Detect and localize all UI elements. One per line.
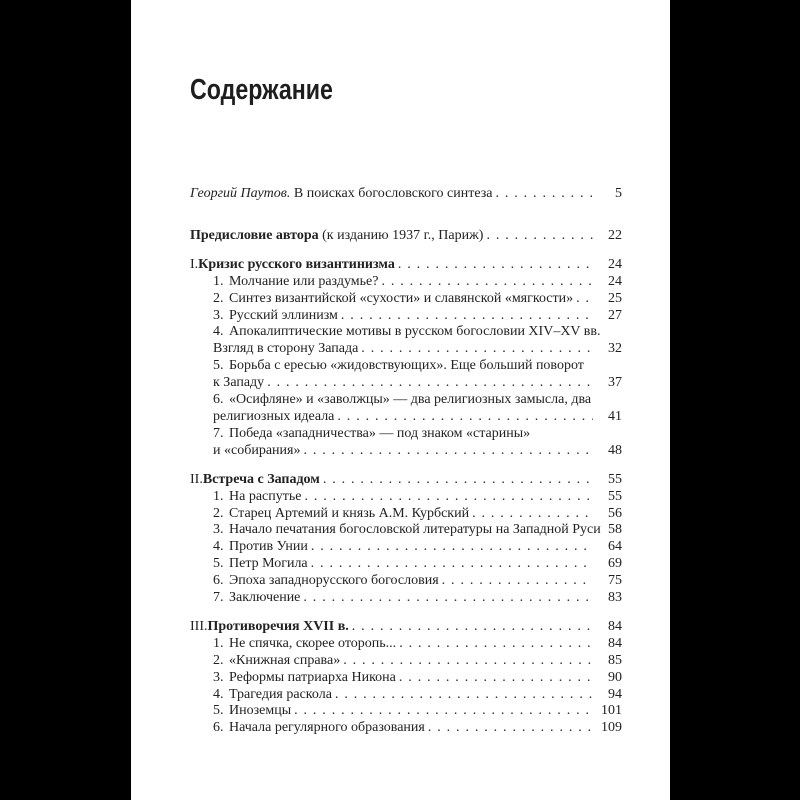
toc-entry-line xyxy=(213,274,622,291)
dot-leader xyxy=(304,489,593,506)
entry-label xyxy=(213,375,264,392)
entry-text: Против Унии xyxy=(229,539,308,555)
toc-group xyxy=(190,619,622,737)
item-number: 4. xyxy=(213,539,224,555)
page-number: 27 xyxy=(608,307,622,323)
entry-label xyxy=(190,228,483,245)
entry-text: «Осифляне» и «заволжцы» — два религиозных замысла, два xyxy=(229,392,592,408)
entry-label xyxy=(190,472,320,489)
entry-text: к Западу xyxy=(213,375,265,391)
item-number: 7. xyxy=(213,590,224,606)
item-number: 1. xyxy=(213,273,224,289)
entry-text: Иноземцы xyxy=(229,703,292,719)
dot-leader xyxy=(399,670,593,687)
toc-entry[interactable] xyxy=(190,539,622,556)
toc-entry[interactable] xyxy=(190,636,622,653)
section-numeral: I. xyxy=(190,256,199,272)
toc-entry[interactable] xyxy=(190,653,622,670)
toc-entry-line xyxy=(213,443,622,460)
entry-label xyxy=(213,720,425,737)
dot-leader xyxy=(576,291,593,308)
entry-label xyxy=(213,573,439,590)
entry-text: На распутье xyxy=(229,488,302,504)
item-number: 5. xyxy=(213,556,224,572)
entry-text: и «собирания» xyxy=(213,442,301,458)
entry-label xyxy=(213,556,308,573)
entry-label xyxy=(213,341,358,358)
toc-group xyxy=(190,186,622,203)
item-number: 4. xyxy=(213,686,224,702)
page-number: 83 xyxy=(608,590,622,606)
item-number: 6. xyxy=(213,720,224,736)
page-number: 37 xyxy=(608,375,622,391)
dot-leader xyxy=(267,375,593,392)
dot-leader xyxy=(361,341,593,358)
dot-leader xyxy=(398,257,593,274)
entry-text: Апокалиптические мотивы в русском богословии XIV–XV вв. xyxy=(229,324,601,340)
page-number: 41 xyxy=(608,408,622,424)
toc-entry-line xyxy=(190,619,622,636)
page-number: 94 xyxy=(608,686,622,702)
item-number: 4. xyxy=(213,324,224,340)
page-number: 64 xyxy=(608,539,622,555)
page-title: Содержание xyxy=(190,74,333,106)
entry-text: Русский эллинизм xyxy=(229,307,338,323)
toc-entry-line xyxy=(213,687,622,704)
entry-text: Трагедия раскола xyxy=(229,686,332,702)
entry-text: Победа «западничества» — под знаком «старины» xyxy=(229,425,531,441)
toc-entry-line xyxy=(213,375,622,392)
page-number: 109 xyxy=(601,720,622,736)
toc-entry[interactable] xyxy=(190,426,622,460)
entry-label xyxy=(213,590,300,607)
toc-entry[interactable] xyxy=(190,228,622,245)
toc-entry[interactable] xyxy=(190,308,622,325)
toc-entry-line xyxy=(213,670,622,687)
toc-entry[interactable] xyxy=(190,489,622,506)
toc-entry-line xyxy=(213,489,622,506)
entry-text: Старец Артемий и князь А.М. Курбский xyxy=(229,505,470,521)
entry-label xyxy=(213,522,601,539)
book-page xyxy=(131,0,670,800)
dot-leader xyxy=(294,703,593,720)
toc-entry-line xyxy=(213,636,622,653)
entry-label xyxy=(213,670,396,687)
toc-entry[interactable] xyxy=(190,556,622,573)
entry-label xyxy=(213,409,334,426)
toc-entry[interactable] xyxy=(190,573,622,590)
page-number: 22 xyxy=(608,227,622,243)
toc-entry[interactable] xyxy=(190,506,622,523)
toc-entry[interactable] xyxy=(190,522,622,539)
entry-label xyxy=(190,619,349,636)
item-number: 1. xyxy=(213,635,224,651)
entry-text: Эпоха западнорусского богословия xyxy=(229,573,439,589)
item-number: 3. xyxy=(213,307,224,323)
dot-leader xyxy=(428,720,593,737)
preface-title: Предисловие автора xyxy=(190,227,319,243)
entry-line xyxy=(213,426,622,443)
section-numeral: III. xyxy=(190,618,208,634)
toc-entry[interactable] xyxy=(190,324,622,358)
entry-label xyxy=(213,687,332,704)
section-title: Встреча с Западом xyxy=(202,471,320,487)
toc-entry[interactable] xyxy=(190,670,622,687)
section-title: Кризис русского византинизма xyxy=(198,256,395,272)
entry-text: Начала регулярного образования xyxy=(229,720,425,736)
toc-entry-line xyxy=(213,573,622,590)
dot-leader xyxy=(303,443,593,460)
dot-leader xyxy=(381,274,593,291)
item-number: 2. xyxy=(213,290,224,306)
dot-leader xyxy=(399,636,593,653)
table-of-contents xyxy=(190,186,622,737)
entry-line xyxy=(213,392,622,409)
toc-entry-line xyxy=(190,257,622,274)
entry-text: Реформы патриарха Никона xyxy=(229,669,396,685)
toc-entry[interactable] xyxy=(190,358,622,392)
toc-group xyxy=(190,257,622,460)
toc-entry-line xyxy=(213,703,622,720)
toc-entry-line xyxy=(190,186,622,203)
dot-leader xyxy=(442,573,593,590)
dot-leader xyxy=(472,506,593,523)
entry-text: Начало печатания богословской литературы на Западной Руси xyxy=(229,522,601,538)
toc-entry[interactable] xyxy=(190,703,622,720)
toc-entry[interactable] xyxy=(190,291,622,308)
page-number: 25 xyxy=(608,290,622,306)
dot-leader xyxy=(335,687,593,704)
page-number: 24 xyxy=(608,256,622,272)
entry-label xyxy=(213,291,573,308)
entry-line xyxy=(213,324,622,341)
toc-entry-line xyxy=(213,341,622,358)
toc-entry-line xyxy=(213,539,622,556)
entry-text: Борьба с ересью «жидовствующих». Еще больший поворот xyxy=(229,358,584,374)
toc-entry-line xyxy=(213,506,622,523)
entry-text: «Книжная справа» xyxy=(229,652,341,668)
item-number: 2. xyxy=(213,505,224,521)
entry-label xyxy=(213,308,338,325)
item-number: 3. xyxy=(213,522,224,538)
page-number: 84 xyxy=(608,635,622,651)
page-number: 32 xyxy=(608,341,622,357)
entry-text: Взгляд в сторону Запада xyxy=(213,341,359,357)
entry-label xyxy=(190,186,492,203)
item-number: 2. xyxy=(213,652,224,668)
toc-entry[interactable] xyxy=(190,619,622,636)
item-number: 5. xyxy=(213,703,224,719)
entry-text: Молчание или раздумье? xyxy=(229,273,379,289)
section-title: Противоречия XVII в. xyxy=(207,618,349,634)
page-number: 55 xyxy=(608,471,622,487)
page-number: 5 xyxy=(615,186,622,201)
toc-group xyxy=(190,228,622,245)
toc-entry[interactable] xyxy=(190,687,622,704)
item-number: 7. xyxy=(213,425,224,441)
toc-entry-line xyxy=(213,556,622,573)
dot-leader xyxy=(343,653,593,670)
author-name: Георгий Паутов. xyxy=(190,186,291,201)
item-number: 6. xyxy=(213,392,224,408)
entry-title: В поисках богословского синтеза xyxy=(290,186,493,201)
toc-entry-line xyxy=(213,590,622,607)
entry-label xyxy=(213,443,300,460)
entry-text: религиозных идеала xyxy=(213,408,335,424)
entry-label xyxy=(213,653,340,670)
dot-leader xyxy=(486,228,593,245)
page-number: 48 xyxy=(608,442,622,458)
page-number: 101 xyxy=(601,703,622,719)
page-number: 24 xyxy=(608,273,622,289)
dot-leader xyxy=(323,472,593,489)
toc-entry[interactable] xyxy=(190,472,622,489)
page-number: 69 xyxy=(608,556,622,572)
entry-line xyxy=(213,358,622,375)
dot-leader xyxy=(341,308,593,325)
toc-entry-line xyxy=(190,472,622,489)
page-number: 90 xyxy=(608,669,622,685)
page-number: 84 xyxy=(608,618,622,634)
entry-label xyxy=(213,506,469,523)
dot-leader xyxy=(303,590,593,607)
toc-entry-line xyxy=(213,653,622,670)
toc-entry-line xyxy=(213,409,622,426)
toc-entry[interactable] xyxy=(190,590,622,607)
toc-entry[interactable] xyxy=(190,392,622,426)
section-numeral: II. xyxy=(190,471,203,487)
page-number: 75 xyxy=(608,573,622,589)
entry-text: Не спячка, скорее оторопь... xyxy=(229,635,397,651)
entry-label xyxy=(213,636,396,653)
entry-label xyxy=(213,539,308,556)
page-number: 85 xyxy=(608,652,622,668)
entry-text: Заключение xyxy=(229,590,301,606)
toc-entry-line xyxy=(213,291,622,308)
page-number: 58 xyxy=(608,522,622,538)
toc-entry[interactable] xyxy=(190,257,622,274)
item-number: 1. xyxy=(213,488,224,504)
page-number: 56 xyxy=(608,505,622,521)
dot-leader xyxy=(495,186,593,203)
page-number: 55 xyxy=(608,488,622,504)
toc-entry[interactable] xyxy=(190,186,622,203)
item-number: 6. xyxy=(213,573,224,589)
dot-leader xyxy=(311,539,593,556)
entry-label xyxy=(213,703,291,720)
entry-label xyxy=(190,257,395,274)
entry-label xyxy=(213,489,301,506)
toc-entry-line xyxy=(213,308,622,325)
entry-text: Синтез византийской «сухости» и славянской «мягкости» xyxy=(229,290,574,306)
entry-text: Петр Могила xyxy=(229,556,308,572)
entry-label xyxy=(213,274,378,291)
dot-leader xyxy=(337,409,593,426)
toc-entry-line xyxy=(213,522,622,539)
toc-entry-line xyxy=(190,228,622,245)
dot-leader xyxy=(311,556,593,573)
toc-group xyxy=(190,472,622,607)
toc-entry-line xyxy=(213,720,622,737)
item-number: 3. xyxy=(213,669,224,685)
preface-note: (к изданию 1937 г., Париж) xyxy=(318,227,484,243)
toc-entry[interactable] xyxy=(190,274,622,291)
dot-leader xyxy=(352,619,593,636)
item-number: 5. xyxy=(213,358,224,374)
toc-entry[interactable] xyxy=(190,720,622,737)
